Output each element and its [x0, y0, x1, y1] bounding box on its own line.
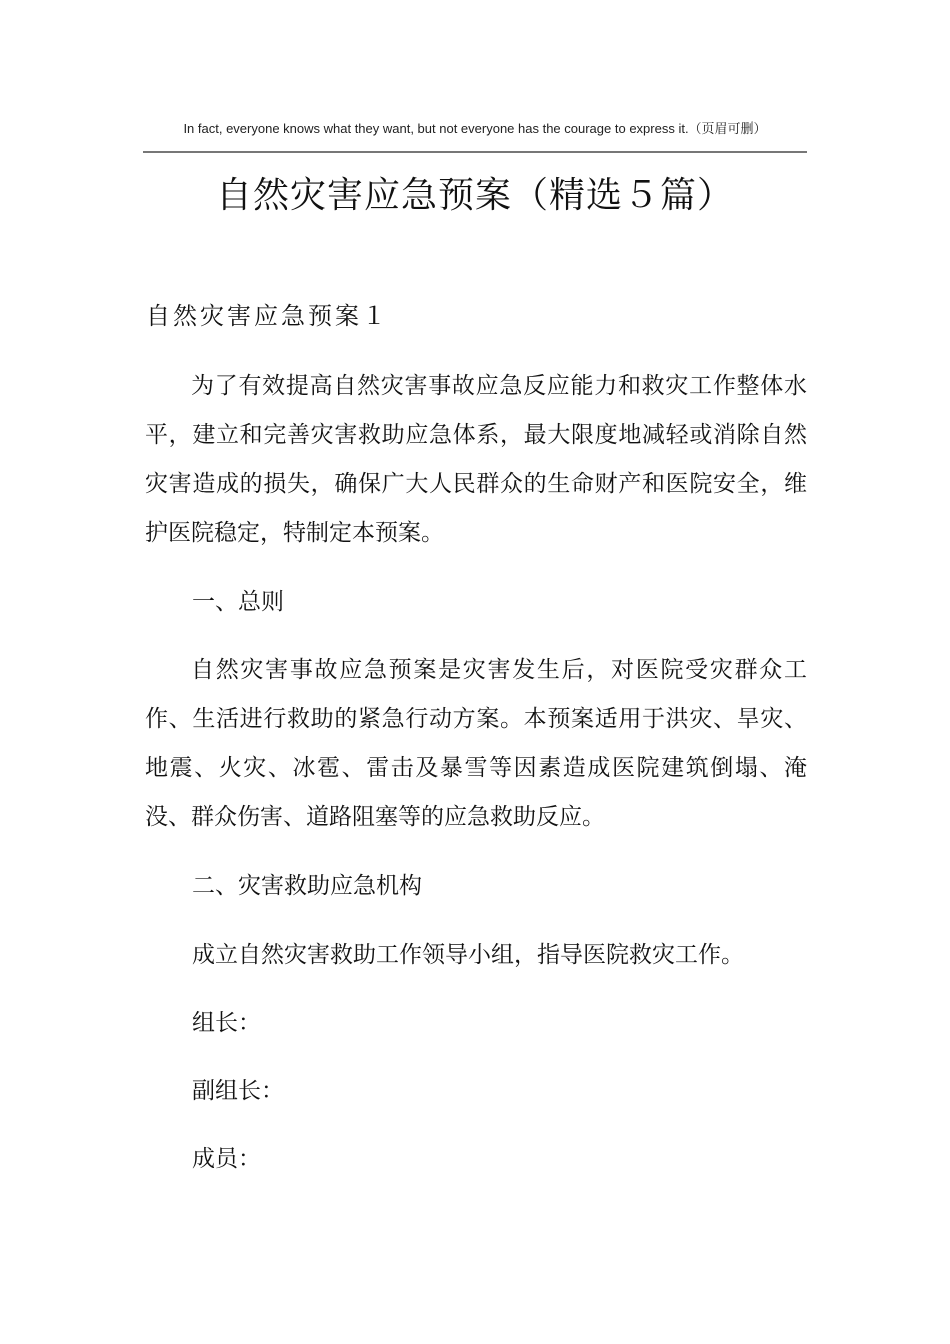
- deputy-leader-label: 副组长：: [192, 1078, 284, 1104]
- intro-paragraph: 为了有效提高自然灾害事故应急反应能力和救灾工作整体水平，建立和完善灾害救助应急体系，最大限度地减轻或消除自然灾害造成的损失，确保广大人民群众的生命财产和医院安全，维护医院稳定，特制定本预案。: [145, 373, 807, 546]
- member-label: 成员：: [192, 1146, 261, 1172]
- section-heading: 自然灾害应急预案１: [146, 302, 389, 330]
- page-header-text: In fact, everyone knows what they want, but not everyone has the courage to express it.（页眉可删）: [183, 121, 767, 136]
- heading-emergency-organization: 二、灾害救助应急机构: [192, 873, 422, 899]
- leader-label: 组长：: [192, 1010, 261, 1036]
- document-title: 自然灾害应急预案（精选５篇）: [215, 175, 734, 216]
- header-divider: [143, 151, 807, 153]
- heading-general-principles: 一、总则: [192, 589, 284, 615]
- org-line: 成立自然灾害救助工作领导小组，指导医院救灾工作。: [192, 942, 744, 968]
- general-paragraph: 自然灾害事故应急预案是灾害发生后，对医院受灾群众工作、生活进行救助的紧急行动方案。本预案适用于洪灾、旱灾、地震、火灾、冰雹、雷击及暴雪等因素造成医院建筑倒塌、淹没、群众伤害、道路阻塞等的应急救助反应。: [145, 657, 807, 830]
